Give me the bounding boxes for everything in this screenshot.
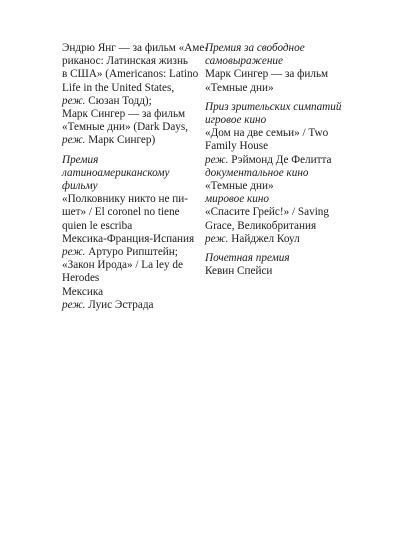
director-name: Рэймонд Де Фелитта [228,153,332,166]
entry-text-line: Мексика-Франция-Испания [62,232,195,245]
director-line [62,95,194,108]
director-abbrev: реж. [62,298,86,311]
director-line [205,233,347,246]
director-abbrev: реж. [205,232,229,245]
director-abbrev: реж. [205,153,229,166]
director-name: Луис Эстрада [85,298,154,311]
category-heading-line: латиноамериканскому [62,166,170,179]
entry-text-line: риканос: Латинская жизнь [62,55,189,68]
category-heading-line: Приз зрительских симпатий [205,100,342,113]
entry-text-line: Марк Сингер — за фильм [62,108,186,121]
category-heading-line: Премия [62,153,99,166]
entry-text-line: Life in the United States, [62,81,175,94]
director-abbrev: реж. [62,134,86,147]
director-name: Найджел Коул [228,232,300,245]
entry-text-line: «Закон Ирода» / La ley de [62,259,183,272]
category-heading-line: документальное кино [205,166,309,179]
entry-text-line: «Темные дни» [205,180,274,193]
entry-text-line: в США» (Americanos: Latino [62,68,199,81]
entry-block-freedom-prize [205,42,347,95]
entry-text-line: Grace, Великобритания [205,219,317,232]
director-name: Марк Сингер) [85,134,156,147]
category-heading-line: самовыражение [205,55,283,68]
entry-text-line: Мексика [62,285,104,298]
entry-text-line: «Дом на две семьи» / Two [205,127,329,140]
entry-text-line: Эндрю Янг — за фильм «Аме- [62,42,209,54]
category-heading-line: Премия за свободное [205,42,305,54]
entry-block-latin-prize [62,154,194,312]
category-heading-line: Почетная премия [205,252,290,265]
category-heading-line: мировое кино [205,193,269,206]
left-column [62,42,209,312]
director-line [62,299,194,312]
director-abbrev: реж. [62,94,86,107]
entry-text-line: шет» / El coronel no tiene [62,206,180,219]
category-heading-line: фильму [62,180,98,193]
director-line [62,134,194,147]
entry-text-line: «Спасите Грейс!» / Saving [205,206,329,219]
entry-block-singer-left [62,108,194,148]
director-line [205,154,347,167]
entry-text-line: «Полковнику никто не пи- [62,193,188,206]
entry-text-line: «Темные дни» [205,81,274,94]
entry-text-line: Кевин Спейси [205,265,273,278]
entry-text-line: quien le escriba [62,219,133,232]
category-heading-line: игровое кино [205,114,267,127]
entry-text-line: Family House [205,140,269,153]
director-line [62,246,194,259]
director-name: Артуро Рипштейн; [85,246,178,259]
entry-text-line: Марк Сингер — за фильм [205,68,329,81]
entry-block-audience-prize [205,101,347,246]
entry-text-line: Herodes [62,272,100,285]
entry-text-line: «Темные дни» (Dark Days, [62,121,189,134]
right-column [205,42,347,278]
entry-block-honorary-prize [205,252,347,278]
director-name: Сюзан Тодд); [85,94,152,107]
director-abbrev: реж. [62,246,86,259]
entry-block-young [62,42,209,108]
